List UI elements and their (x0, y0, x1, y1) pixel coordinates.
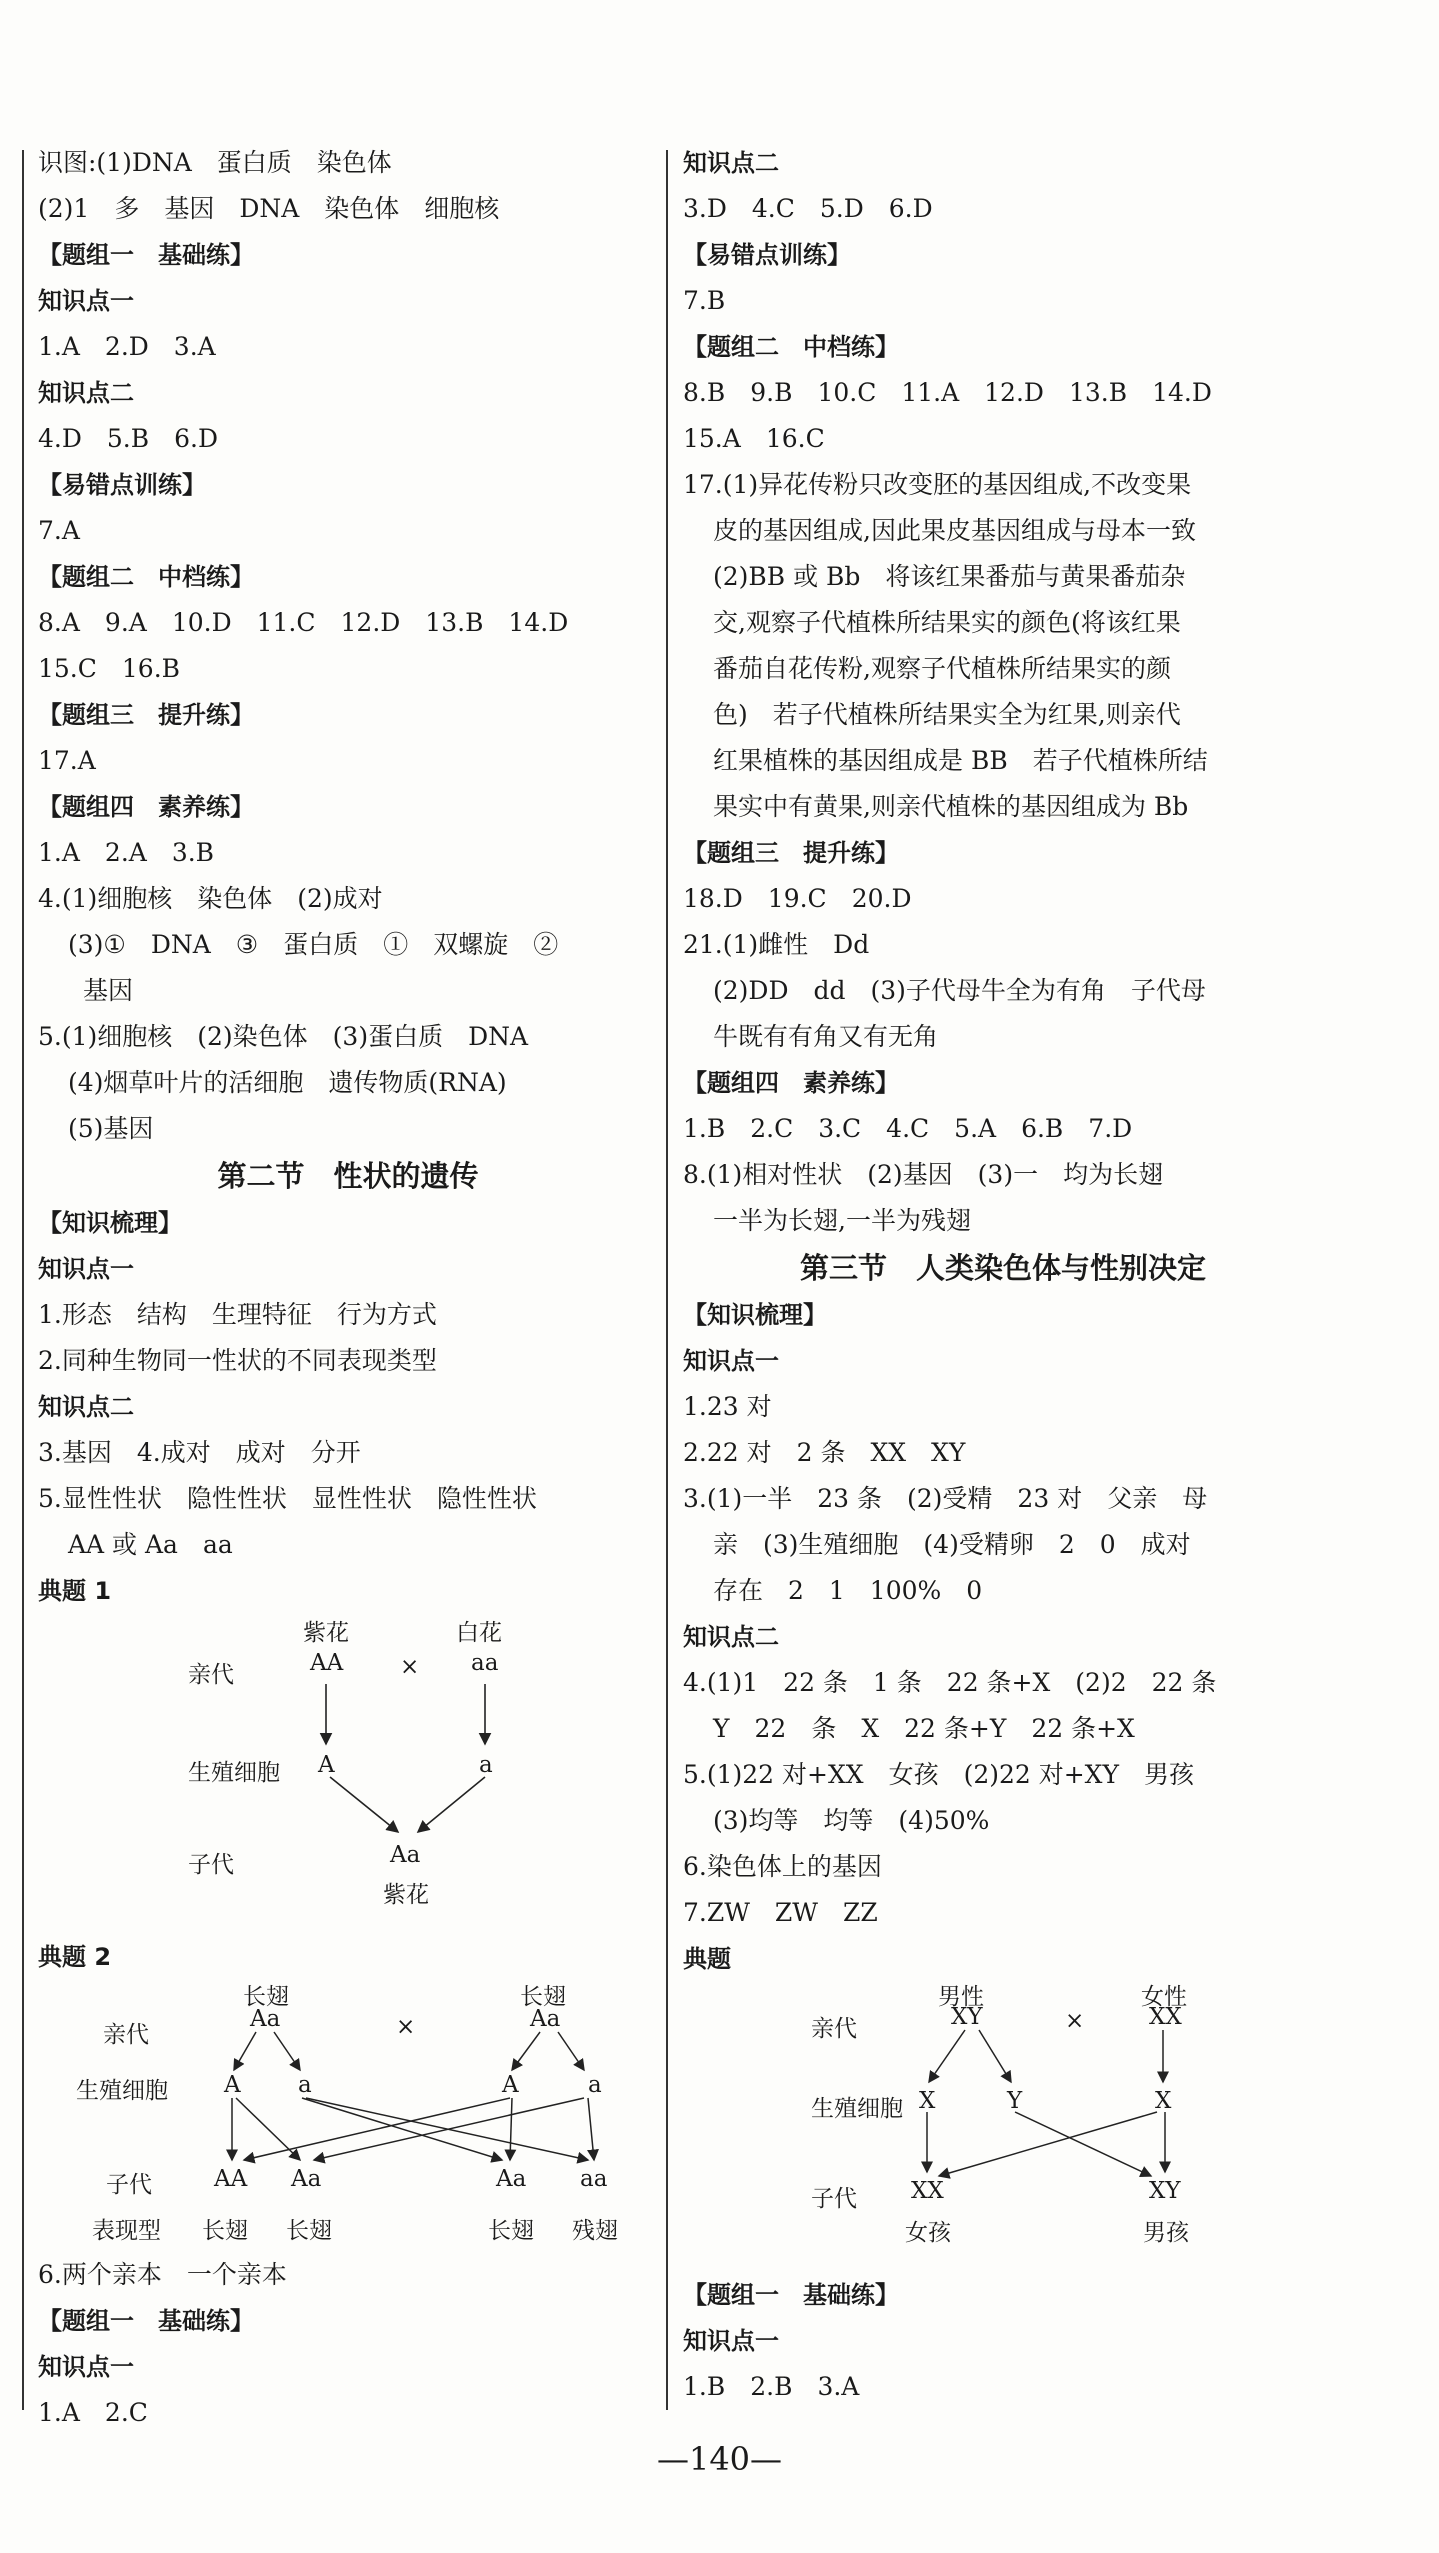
left-column (38, 140, 658, 2436)
left-answers-part3 (38, 2252, 658, 2436)
answer-line-continued: 亲 (3)生殖细胞 (4)受精卵 2 0 成对 (713, 1530, 1191, 1559)
section-heading: 知识点一 (683, 1347, 779, 1375)
male-label: 男性 (938, 1984, 984, 2010)
section-heading: 【易错点训练】 (683, 241, 851, 269)
answer-line-continued: 存在 2 1 100% 0 (713, 1576, 983, 1605)
phenotype-2: 长翅 (286, 2218, 332, 2244)
left-answers-part1 (38, 140, 658, 1614)
answer-line: 4.D 5.B 6.D (38, 424, 219, 453)
answer-line: 18.D 19.C 20.D (683, 884, 912, 913)
answer-line-continued: (3)均等 均等 (4)50% (713, 1806, 990, 1835)
answer-line: 17.A (38, 746, 96, 775)
example-2-diagram (38, 1980, 658, 2252)
white-flower-label: 白花 (456, 1620, 502, 1646)
right-column (683, 140, 1323, 2410)
answer-line-continued: Y 22 条 X 22 条+Y 22 条+X (713, 1714, 1135, 1743)
egg-X: X (1155, 2088, 1172, 2114)
section-heading: 知识点一 (38, 287, 134, 315)
offspring-phenotype: 紫花 (383, 1882, 429, 1908)
answer-line-continued: (2)DD dd (3)子代母牛全为有角 子代母 (713, 976, 1206, 1005)
answer-line: 6.染色体上的基因 (683, 1852, 882, 1881)
section-heading: 知识点一 (38, 1255, 134, 1283)
sex-determination-diagram (683, 1982, 1323, 2272)
parent-genotype-AA: AA (310, 1650, 344, 1676)
answer-line-continued: 番茄自花传粉,观察子代植株所结果实的颜 (713, 654, 1171, 683)
answer-line: 1.B 2.C 3.C 4.C 5.A 6.B 7.D (683, 1114, 1133, 1143)
chapter-section-title: 第三节 人类染色体与性别决定 (799, 1251, 1206, 1285)
section-heading: 【知识梳理】 (683, 1301, 827, 1329)
parent1-phenotype: 长翅 (243, 1984, 289, 2010)
parent-generation-label: 亲代 (103, 2022, 149, 2048)
offspring-label: 子代 (188, 1852, 234, 1878)
answer-line: 4.(1)1 22 条 1 条 22 条+X (2)2 22 条 (683, 1668, 1217, 1697)
answer-line: 8.B 9.B 10.C 11.A 12.D 13.B 14.D (683, 378, 1212, 407)
phenotype-4: 残翅 (572, 2218, 618, 2244)
parent-generation-label: 亲代 (811, 2016, 857, 2042)
gamete-2: a (298, 2072, 312, 2098)
example-1-diagram (38, 1614, 658, 1934)
phenotype-label: 表现型 (92, 2218, 161, 2244)
answer-line-continued: (3)① DNA ③ 蛋白质 ① 双螺旋 ② (68, 930, 559, 959)
answer-line-continued: 皮的基因组成,因此果皮基因组成与母本一致 (713, 516, 1196, 545)
purple-flower-label: 紫花 (303, 1620, 349, 1646)
offspring-4: aa (580, 2166, 608, 2192)
answer-line: 7.B (683, 286, 726, 315)
answer-line: 15.C 16.B (38, 654, 181, 683)
section-heading: 典题 (683, 1945, 731, 1973)
section-heading: 【题组三 提升练】 (38, 701, 254, 729)
section-heading: 知识点二 (38, 379, 134, 407)
answer-line: 1.A 2.D 3.A (38, 332, 216, 361)
phenotype-3: 长翅 (488, 2218, 534, 2244)
right-answers-part2 (683, 2272, 1323, 2410)
section-heading: 【题组一 基础练】 (683, 2281, 899, 2309)
right-answers-part1 (683, 140, 1323, 1982)
answer-line: 3.基因 4.成对 成对 分开 (38, 1438, 361, 1467)
offspring-genotype: Aa (390, 1842, 421, 1868)
answer-line: 3.D 4.C 5.D 6.D (683, 194, 933, 223)
section-heading: 知识点一 (683, 2327, 779, 2355)
answer-line: (2)1 多 基因 DNA 染色体 细胞核 (38, 194, 500, 223)
example-1-arrows (38, 1614, 658, 1934)
answer-line: 7.ZW ZW ZZ (683, 1898, 878, 1927)
answer-line: 5.显性性状 隐性性状 显性性状 隐性性状 (38, 1484, 537, 1513)
gamete-4: a (588, 2072, 602, 2098)
answer-line: 1.A 2.A 3.B (38, 838, 215, 867)
section-heading: 【题组三 提升练】 (683, 839, 899, 867)
chapter-section-title: 第二节 性状的遗传 (217, 1159, 479, 1193)
answer-line: 1.B 2.B 3.A (683, 2372, 860, 2401)
cross-symbol: × (396, 2014, 416, 2040)
section-heading: 典题 1 (38, 1577, 112, 1605)
sperm-Y: Y (1007, 2088, 1023, 2114)
answer-line-continued: (5)基因 (68, 1114, 154, 1143)
answer-line-continued: 交,观察子代植株所结果实的颜色(将该红果 (713, 608, 1181, 637)
section-heading: 【易错点训练】 (38, 471, 206, 499)
answer-line: 8.A 9.A 10.D 11.C 12.D 13.B 14.D (38, 608, 569, 637)
offspring-label: 子代 (811, 2186, 857, 2212)
gamete-A: A (318, 1752, 335, 1778)
section-heading: 知识点一 (38, 2353, 134, 2381)
answer-line: 5.(1)22 对+XX 女孩 (2)22 对+XY 男孩 (683, 1760, 1194, 1789)
sperm-X: X (919, 2088, 936, 2114)
left-answers-part2 (38, 1934, 658, 1980)
answer-line: 4.(1)细胞核 染色体 (2)成对 (38, 884, 383, 913)
section-heading: 【知识梳理】 (38, 1209, 182, 1237)
section-heading: 【题组四 素养练】 (683, 1069, 899, 1097)
answer-line: 2.22 对 2 条 XX XY (683, 1438, 966, 1467)
page-number: —140— (656, 2440, 783, 2478)
section-heading: 【题组一 基础练】 (38, 2307, 254, 2335)
offspring-2: Aa (291, 2166, 322, 2192)
answer-line: 7.A (38, 516, 80, 545)
gamete-a: a (479, 1752, 493, 1778)
parent1-genotype: Aa (250, 2006, 281, 2032)
answer-line-continued: 色) 若子代植株所结果实全为红果,则亲代 (713, 700, 1181, 729)
parent2-phenotype: 长翅 (520, 1984, 566, 2010)
offspring-XY: XY (1149, 2178, 1181, 2204)
offspring-label: 子代 (106, 2172, 152, 2198)
answer-line: 21.(1)雌性 Dd (683, 930, 870, 959)
gamete-3: A (502, 2072, 519, 2098)
answer-line-continued: 一半为长翅,一半为残翅 (713, 1206, 971, 1235)
father-genotype: XY (951, 2004, 983, 2030)
cross-symbol: × (1065, 2008, 1085, 2034)
parent-generation-label: 亲代 (188, 1662, 234, 1688)
cross-symbol: × (400, 1654, 420, 1680)
answer-line: 1.A 2.C (38, 2398, 148, 2427)
boy-label: 男孩 (1143, 2220, 1189, 2246)
offspring-1: AA (214, 2166, 248, 2192)
answer-line: 6.两个亲本 一个亲本 (38, 2260, 287, 2289)
gamete-1: A (224, 2072, 241, 2098)
answer-line-continued: (4)烟草叶片的活细胞 遗传物质(RNA) (68, 1068, 507, 1097)
answer-line: 17.(1)异花传粉只改变胚的基因组成,不改变果 (683, 470, 1192, 499)
parent-genotype-aa: aa (471, 1650, 499, 1676)
section-heading: 【题组二 中档练】 (683, 333, 899, 361)
answer-line: 1.23 对 (683, 1392, 772, 1421)
offspring-XX: XX (911, 2178, 944, 2204)
gamete-label: 生殖细胞 (811, 2096, 903, 2122)
answer-line-continued: 果实中有黄果,则亲代植株的基因组成为 Bb (713, 792, 1189, 821)
offspring-3: Aa (496, 2166, 527, 2192)
answer-line: 2.同种生物同一性状的不同表现类型 (38, 1346, 437, 1375)
answer-line-continued: 基因 (83, 976, 134, 1005)
answer-line-continued: 红果植株的基因组成是 BB 若子代植株所结 (713, 746, 1208, 775)
parent2-genotype: Aa (530, 2006, 561, 2032)
female-label: 女性 (1141, 1984, 1187, 2010)
section-heading: 【题组二 中档练】 (38, 563, 254, 591)
answer-line-continued: AA 或 Aa aa (68, 1530, 233, 1559)
section-heading: 知识点二 (683, 149, 779, 177)
answer-line-continued: 牛既有有角又有无角 (713, 1022, 939, 1051)
section-heading: 典题 2 (38, 1943, 112, 1971)
column-divider (666, 150, 668, 2410)
answer-line: 识图:(1)DNA 蛋白质 染色体 (38, 148, 392, 177)
section-heading: 【题组四 素养练】 (38, 793, 254, 821)
sex-determination-arrows (683, 1982, 1323, 2272)
answer-line: 15.A 16.C (683, 424, 825, 453)
phenotype-1: 长翅 (202, 2218, 248, 2244)
section-heading: 知识点二 (683, 1623, 779, 1651)
answer-line: 8.(1)相对性状 (2)基因 (3)一 均为长翅 (683, 1160, 1164, 1189)
section-heading: 【题组一 基础练】 (38, 241, 254, 269)
girl-label: 女孩 (905, 2220, 951, 2246)
gamete-label: 生殖细胞 (76, 2078, 168, 2104)
answer-line: 3.(1)一半 23 条 (2)受精 23 对 父亲 母 (683, 1484, 1208, 1513)
gamete-label: 生殖细胞 (188, 1760, 280, 1786)
left-margin-rule (22, 150, 24, 2410)
answer-line: 5.(1)细胞核 (2)染色体 (3)蛋白质 DNA (38, 1022, 529, 1051)
answer-line-continued: (2)BB 或 Bb 将该红果番茄与黄果番茄杂 (713, 562, 1186, 591)
answer-line: 1.形态 结构 生理特征 行为方式 (38, 1300, 437, 1329)
section-heading: 知识点二 (38, 1393, 134, 1421)
mother-genotype: XX (1149, 2004, 1182, 2030)
